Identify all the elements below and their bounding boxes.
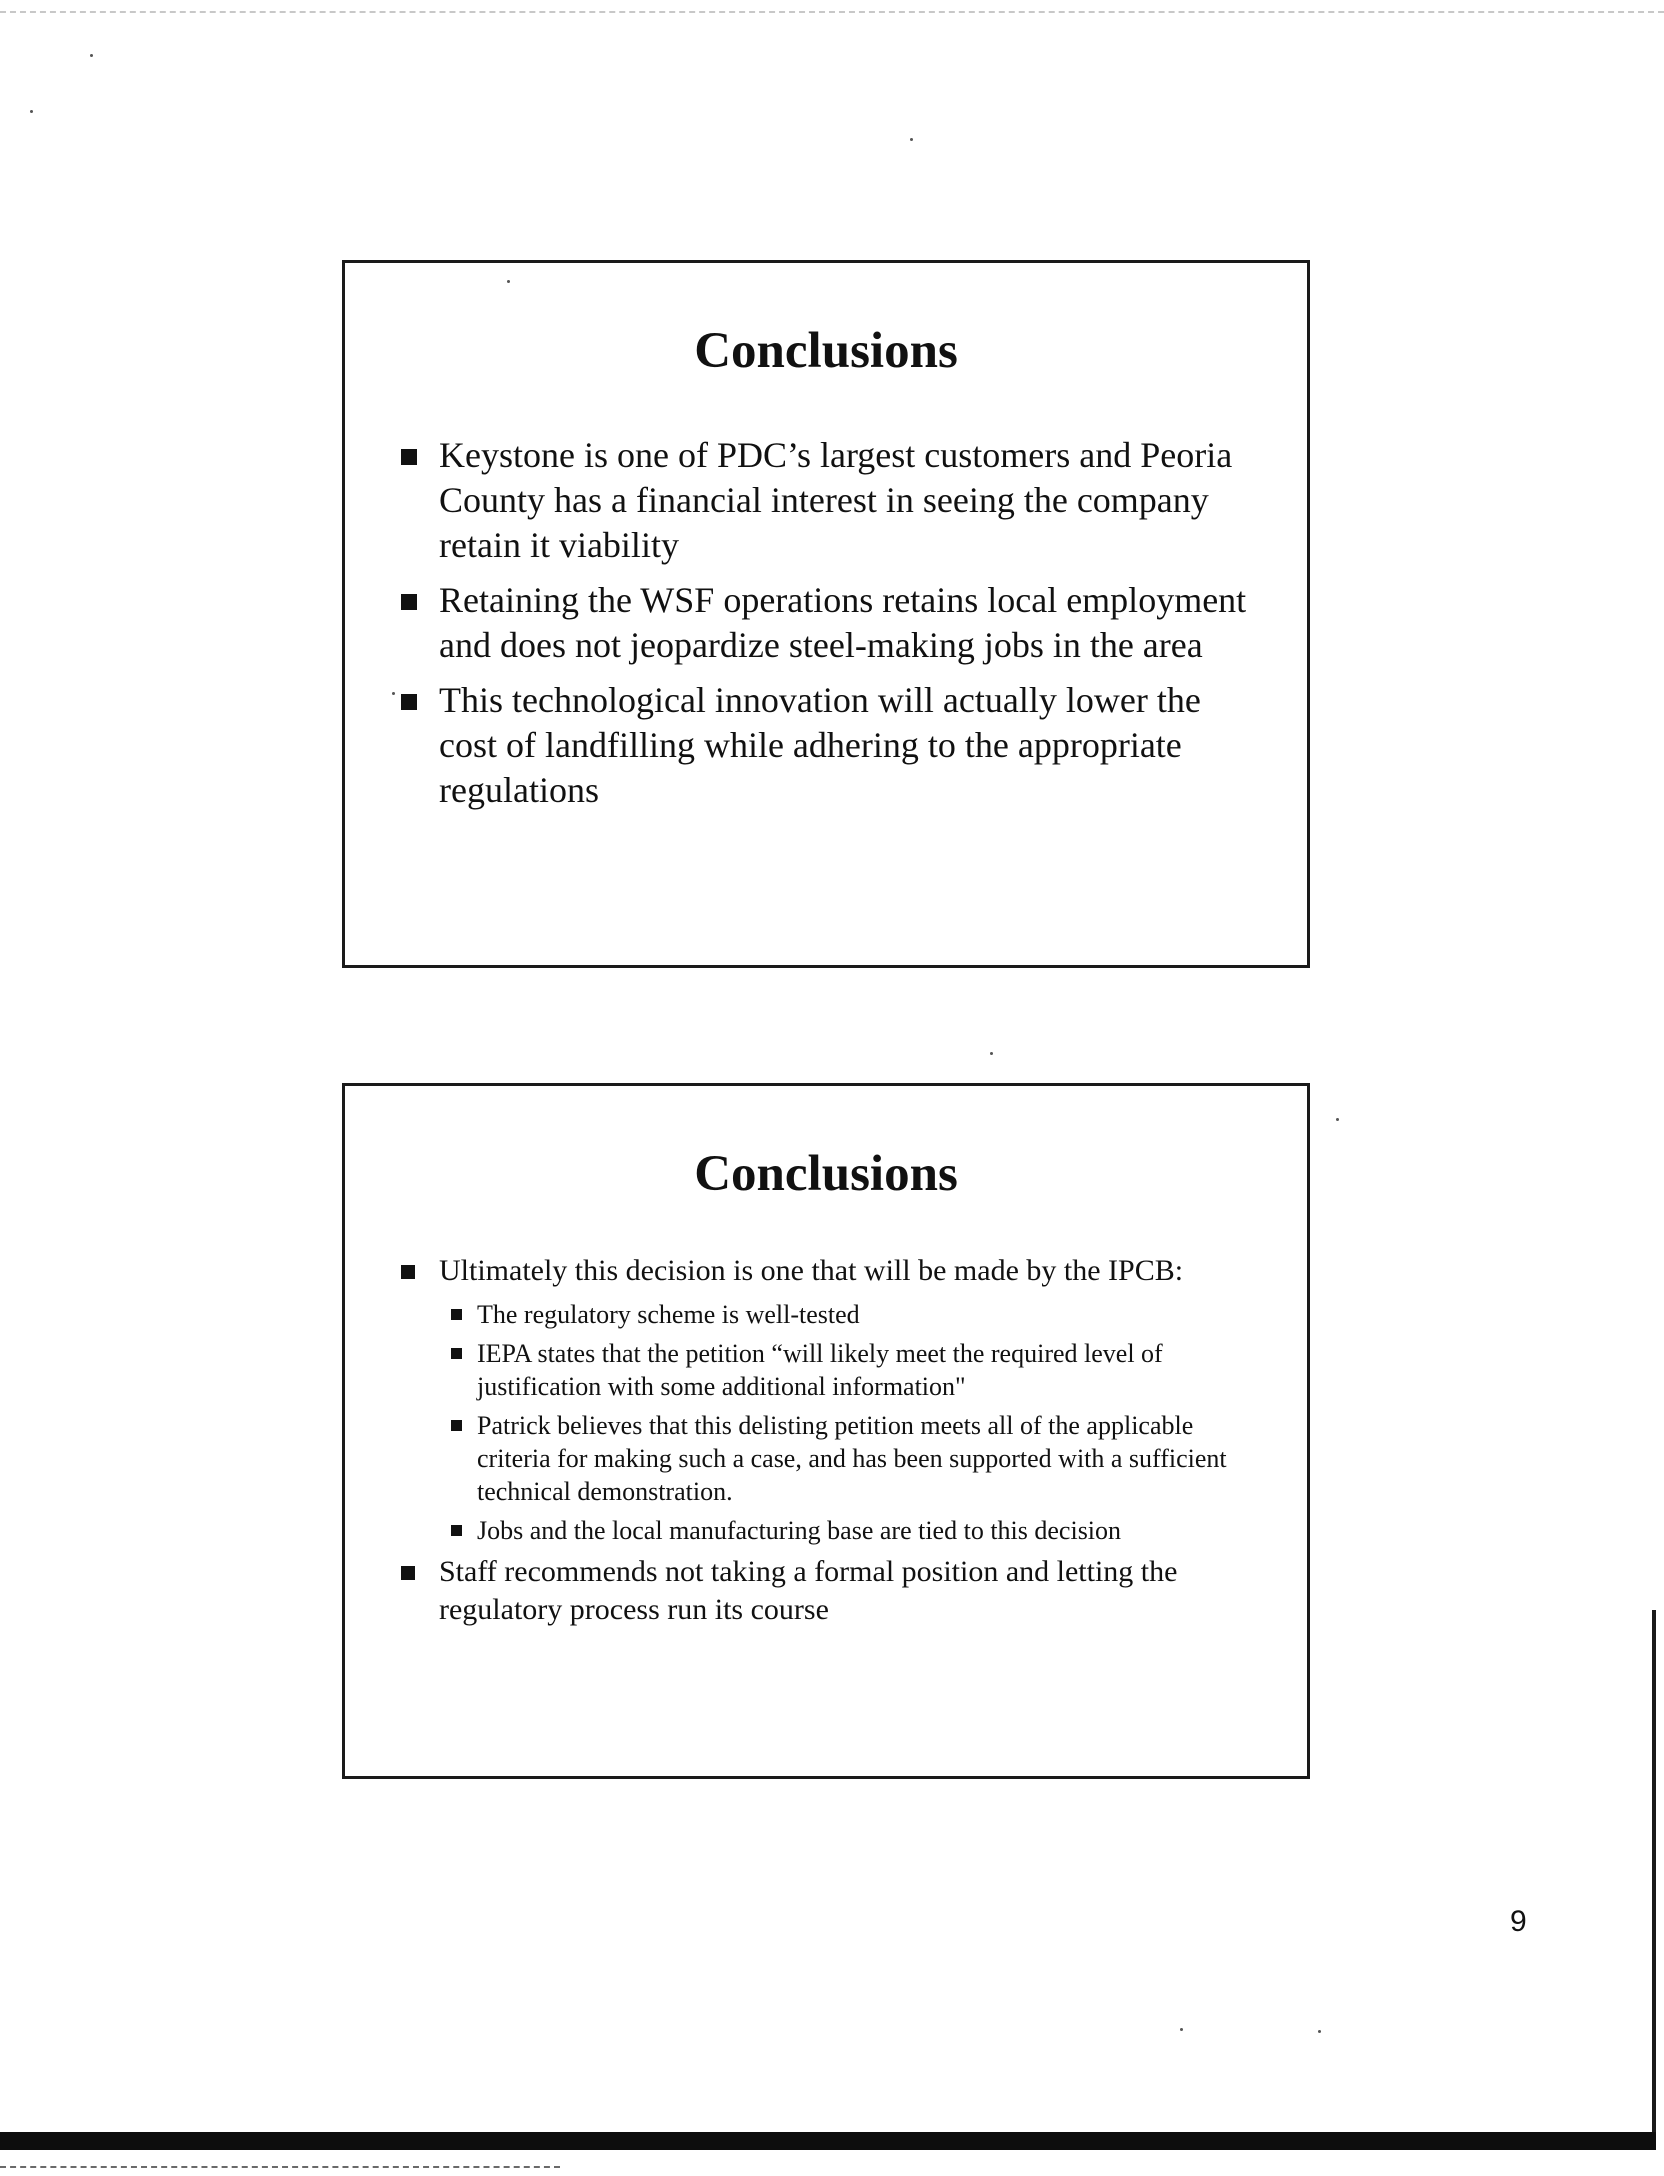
- bullet-text: This technological innovation will actually lower the cost of landfilling while adhering to the appropriate regulations: [439, 680, 1201, 810]
- scan-speck: [910, 138, 913, 141]
- scan-top-rule: [0, 11, 1664, 13]
- slide-1-title: Conclusions: [694, 323, 958, 379]
- slide-2-bullet-list: [401, 1252, 1267, 1635]
- slide-2-bullet: [401, 1252, 1267, 1547]
- sub-bullet-text: IEPA states that the petition “will likely meet the required level of justification with some additional information": [477, 1339, 1163, 1401]
- bullet-text: Keystone is one of PDC’s largest customers and Peoria County has a financial interest in seeing the company retain it viability: [439, 435, 1233, 565]
- scan-right-edge: [1652, 1610, 1656, 2150]
- square-bullet-icon: [401, 694, 417, 710]
- slide-1-bullet: [401, 678, 1267, 813]
- square-bullet-icon: [401, 449, 417, 465]
- scan-speck: [392, 692, 395, 695]
- slide-1-bullet-list: [401, 433, 1267, 823]
- square-bullet-icon: [401, 594, 417, 610]
- bullet-text: Retaining the WSF operations retains local employment and does not jeopardize steel-making jobs in the area: [439, 580, 1247, 665]
- slide-1: [342, 260, 1310, 968]
- scan-speck: [30, 110, 33, 113]
- scan-speck: [1180, 2028, 1183, 2031]
- sub-bullet-text: Jobs and the local manufacturing base are tied to this decision: [477, 1516, 1122, 1545]
- page-number: 9: [1510, 1905, 1527, 1938]
- scan-speck: [1318, 2030, 1321, 2033]
- bullet-text: Staff recommends not taking a formal position and letting the regulatory process run its course: [439, 1555, 1178, 1626]
- scan-bottom-rule: [0, 2166, 560, 2168]
- slide-2-title: Conclusions: [694, 1146, 958, 1202]
- slide-2-bullet: [401, 1553, 1267, 1629]
- bullet-text: Ultimately this decision is one that will be made by the IPCB:: [439, 1254, 1184, 1287]
- square-bullet-icon: [451, 1420, 462, 1431]
- sub-bullet: [451, 1514, 1267, 1547]
- sub-bullet-list: [439, 1298, 1267, 1547]
- square-bullet-icon: [401, 1265, 415, 1279]
- sub-bullet: [451, 1298, 1267, 1331]
- scan-speck: [507, 280, 510, 283]
- slide-2: [342, 1083, 1310, 1779]
- scan-speck: [1336, 1118, 1339, 1121]
- sub-bullet: [451, 1409, 1267, 1508]
- slide-1-bullet: [401, 433, 1267, 568]
- sub-bullet: [451, 1337, 1267, 1403]
- scan-speck: [90, 54, 93, 57]
- square-bullet-icon: [451, 1309, 462, 1320]
- slide-1-bullet: [401, 578, 1267, 668]
- scan-bottom-bar: [0, 2132, 1656, 2150]
- sub-bullet-text: The regulatory scheme is well-tested: [477, 1300, 860, 1329]
- square-bullet-icon: [451, 1525, 462, 1536]
- scan-speck: [990, 1052, 993, 1055]
- sub-bullet-text: Patrick believes that this delisting petition meets all of the applicable criteria for making such a case, and has been supported with a sufficient technical demonstration.: [477, 1411, 1227, 1506]
- square-bullet-icon: [451, 1348, 462, 1359]
- square-bullet-icon: [401, 1566, 415, 1580]
